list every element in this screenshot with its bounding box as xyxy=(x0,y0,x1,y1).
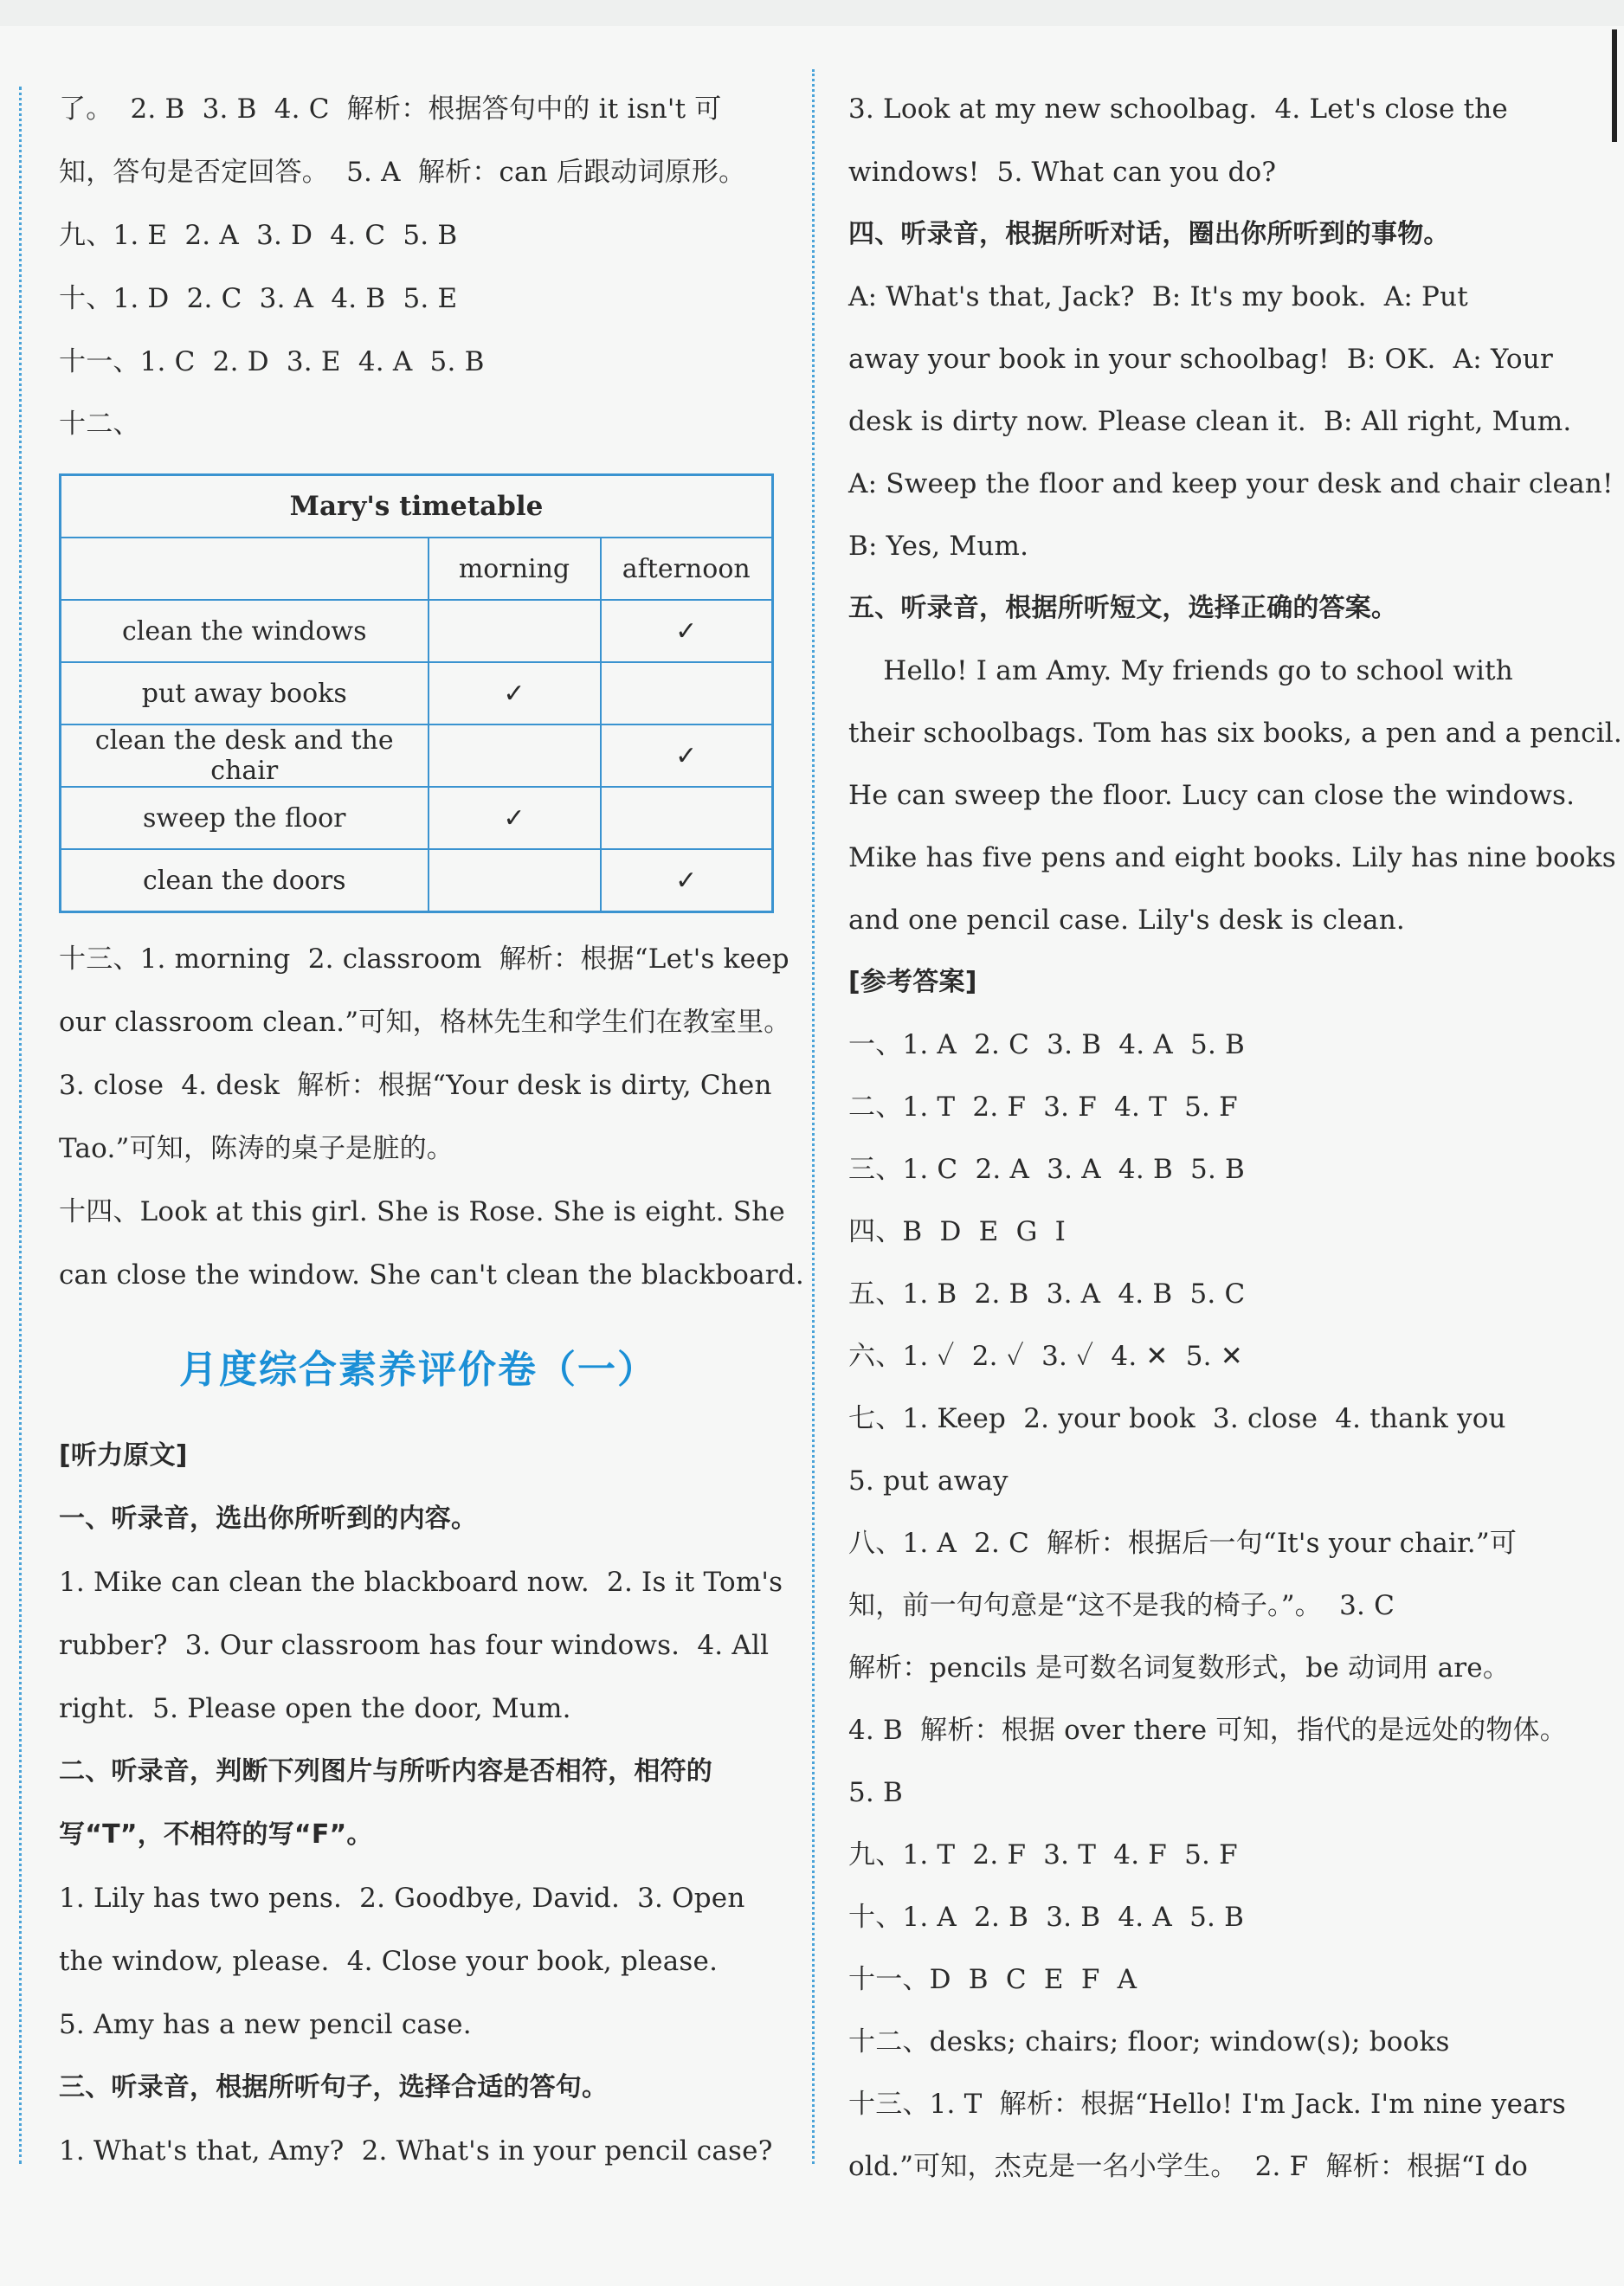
table-row xyxy=(61,600,773,662)
text-line: 1. Lily has two pens. 2. Goodbye, David. 3. Open xyxy=(59,1883,745,1914)
dialogue-line: A: Sweep the floor and keep your desk and chair clean! xyxy=(848,468,1614,499)
text-line: 知，答句是否定回答。 5. A 解析：can 后跟动词原形。 xyxy=(59,157,746,188)
text-line: rubber? 3. Our classroom has four windows. 4. All xyxy=(59,1630,770,1661)
passage-line: and one pencil case. Lily's desk is clean. xyxy=(848,905,1405,936)
text-line: can close the window. She can't clean the blackboard. xyxy=(59,1259,804,1291)
passage-line: Mike has five pens and eight books. Lily has nine books xyxy=(848,842,1616,873)
check-cell xyxy=(429,724,601,787)
text-line: 了。 2. B 3. B 4. C 解析：根据答句中的 it isn't 可 xyxy=(59,93,722,125)
dialogue-line: A: What's that, Jack? B: It's my book. A: Put xyxy=(848,281,1468,312)
check-cell: ✓ xyxy=(601,600,773,662)
text-line: the window, please. 4. Close your book, please. xyxy=(59,1946,719,1977)
section-title: 月度综合素养评价卷（一） xyxy=(179,1348,657,1392)
dialogue-line: desk is dirty now. Please clean it. B: All right, Mum. xyxy=(848,406,1572,437)
text-line: 3. close 4. desk 解析：根据“Your desk is dirty, Chen xyxy=(59,1070,772,1101)
timetable-header-morning: morning xyxy=(429,538,601,600)
dialogue-line: B: Yes, Mum. xyxy=(848,531,1029,562)
text-line: 1. Mike can clean the blackboard now. 2. Is it Tom's xyxy=(59,1567,783,1598)
answer-line: 二、1. T 2. F 3. F 4. T 5. F xyxy=(848,1091,1238,1123)
answer-line: 十三、1. T 解析：根据“Hello! I'm Jack. I'm nine years xyxy=(848,2089,1566,2120)
question-heading: 三、听录音，根据所听句子，选择合适的答句。 xyxy=(59,2072,609,2102)
passage-line: He can sweep the floor. Lucy can close the windows. xyxy=(848,780,1576,811)
check-cell: ✓ xyxy=(429,787,601,849)
text-line: our classroom clean.”可知，格林先生和学生们在教室里。 xyxy=(59,1007,791,1038)
text-line: right. 5. Please open the door, Mum. xyxy=(59,1693,571,1724)
answer-line: 十、1. D 2. C 3. A 4. B 5. E xyxy=(59,283,458,314)
answer-line: 5. B xyxy=(848,1777,904,1808)
answer-line: 九、1. E 2. A 3. D 4. C 5. B xyxy=(59,220,458,251)
answer-line: 十二、desks; chairs; floor; window(s); books xyxy=(848,2026,1450,2057)
dialogue-line: away your book in your schoolbag! B: OK. A: Your xyxy=(848,344,1553,375)
text-line: windows! 5. What can you do? xyxy=(848,157,1277,188)
task-cell: clean the desk and the chair xyxy=(61,724,429,787)
check-cell: ✓ xyxy=(601,724,773,787)
check-cell xyxy=(601,662,773,724)
answer-line: 解析：pencils 是可数名词复数形式，be 动词用 are。 xyxy=(848,1652,1511,1684)
task-cell: sweep the floor xyxy=(61,787,429,849)
answer-line: 知，前一句句意是“这不是我的椅子。”。 3. C xyxy=(848,1590,1395,1621)
answer-line: 四、B D E G I xyxy=(848,1216,1067,1247)
answer-line: 七、1. Keep 2. your book 3. close 4. thank you xyxy=(848,1403,1506,1434)
question-heading: 五、听录音，根据所听短文，选择正确的答案。 xyxy=(848,593,1398,623)
timetable xyxy=(59,473,774,913)
table-row xyxy=(61,724,773,787)
answer-line: 5. put away xyxy=(848,1465,1009,1497)
answer-line: 十二、 xyxy=(59,409,140,440)
check-cell: ✓ xyxy=(429,662,601,724)
question-heading: 四、听录音，根据所听对话，圈出你所听到的事物。 xyxy=(848,219,1450,249)
answer-line: 八、1. A 2. C 解析：根据后一句“It's your chair.”可 xyxy=(848,1528,1518,1559)
text-line: 3. Look at my new schoolbag. 4. Let's close the xyxy=(848,93,1508,125)
text-line: 十四、Look at this girl. She is Rose. She is eight. She xyxy=(59,1196,785,1227)
top-margin xyxy=(0,0,1624,26)
check-cell: ✓ xyxy=(601,849,773,912)
answer-line: 九、1. T 2. F 3. T 4. F 5. F xyxy=(848,1839,1238,1871)
listening-label: [听力原文] xyxy=(59,1440,188,1471)
table-row xyxy=(61,662,773,724)
answer-line: 三、1. C 2. A 3. A 4. B 5. B xyxy=(848,1154,1246,1185)
task-cell: put away books xyxy=(61,662,429,724)
timetable-header-afternoon: afternoon xyxy=(601,538,773,600)
timetable-corner xyxy=(61,538,429,600)
answer-line: 六、1. ✓ 2. ✓ 3. ✓ 4. ✕ 5. ✕ xyxy=(848,1341,1243,1372)
check-cell xyxy=(429,600,601,662)
answer-line: 十、1. A 2. B 3. B 4. A 5. B xyxy=(848,1902,1245,1933)
passage-line: their schoolbags. Tom has six books, a pen and a pencil. xyxy=(848,718,1622,749)
answer-line: 一、1. A 2. C 3. B 4. A 5. B xyxy=(848,1029,1246,1060)
passage-line: Hello! I am Amy. My friends go to school with xyxy=(848,655,1513,686)
table-row xyxy=(61,849,773,912)
answer-line: 十一、1. C 2. D 3. E 4. A 5. B xyxy=(59,346,485,377)
text-line: 5. Amy has a new pencil case. xyxy=(59,2009,472,2040)
table-row xyxy=(61,787,773,849)
answer-line: old.”可知，杰克是一名小学生。 2. F 解析：根据“I do xyxy=(848,2151,1528,2182)
column-divider xyxy=(812,69,815,2164)
answer-line: 十一、D B C E F A xyxy=(848,1964,1137,1995)
edge-bar xyxy=(1612,29,1617,142)
question-heading: 一、听录音，选出你所听到的内容。 xyxy=(59,1504,478,1534)
text-line: Tao.”可知，陈涛的桌子是脏的。 xyxy=(59,1133,454,1164)
question-heading: 二、听录音，判断下列图片与所听内容是否相符，相符的 xyxy=(59,1756,712,1787)
task-cell: clean the doors xyxy=(61,849,429,912)
text-line: 1. What's that, Amy? 2. What's in your pencil case? xyxy=(59,2135,773,2167)
task-cell: clean the windows xyxy=(61,600,429,662)
check-cell xyxy=(601,787,773,849)
text-line: 十三、1. morning 2. classroom 解析：根据“Let's keep xyxy=(59,943,789,975)
question-heading: 写“T”，不相符的写“F”。 xyxy=(59,1819,373,1850)
check-cell xyxy=(429,849,601,912)
answer-line: 4. B 解析：根据 over there 可知，指代的是远处的物体。 xyxy=(848,1715,1567,1746)
answer-key-label: [参考答案] xyxy=(848,967,977,997)
answer-line: 五、1. B 2. B 3. A 4. B 5. C xyxy=(848,1278,1246,1310)
left-margin-rule xyxy=(19,87,22,2164)
timetable-title: Mary's timetable xyxy=(61,475,773,538)
